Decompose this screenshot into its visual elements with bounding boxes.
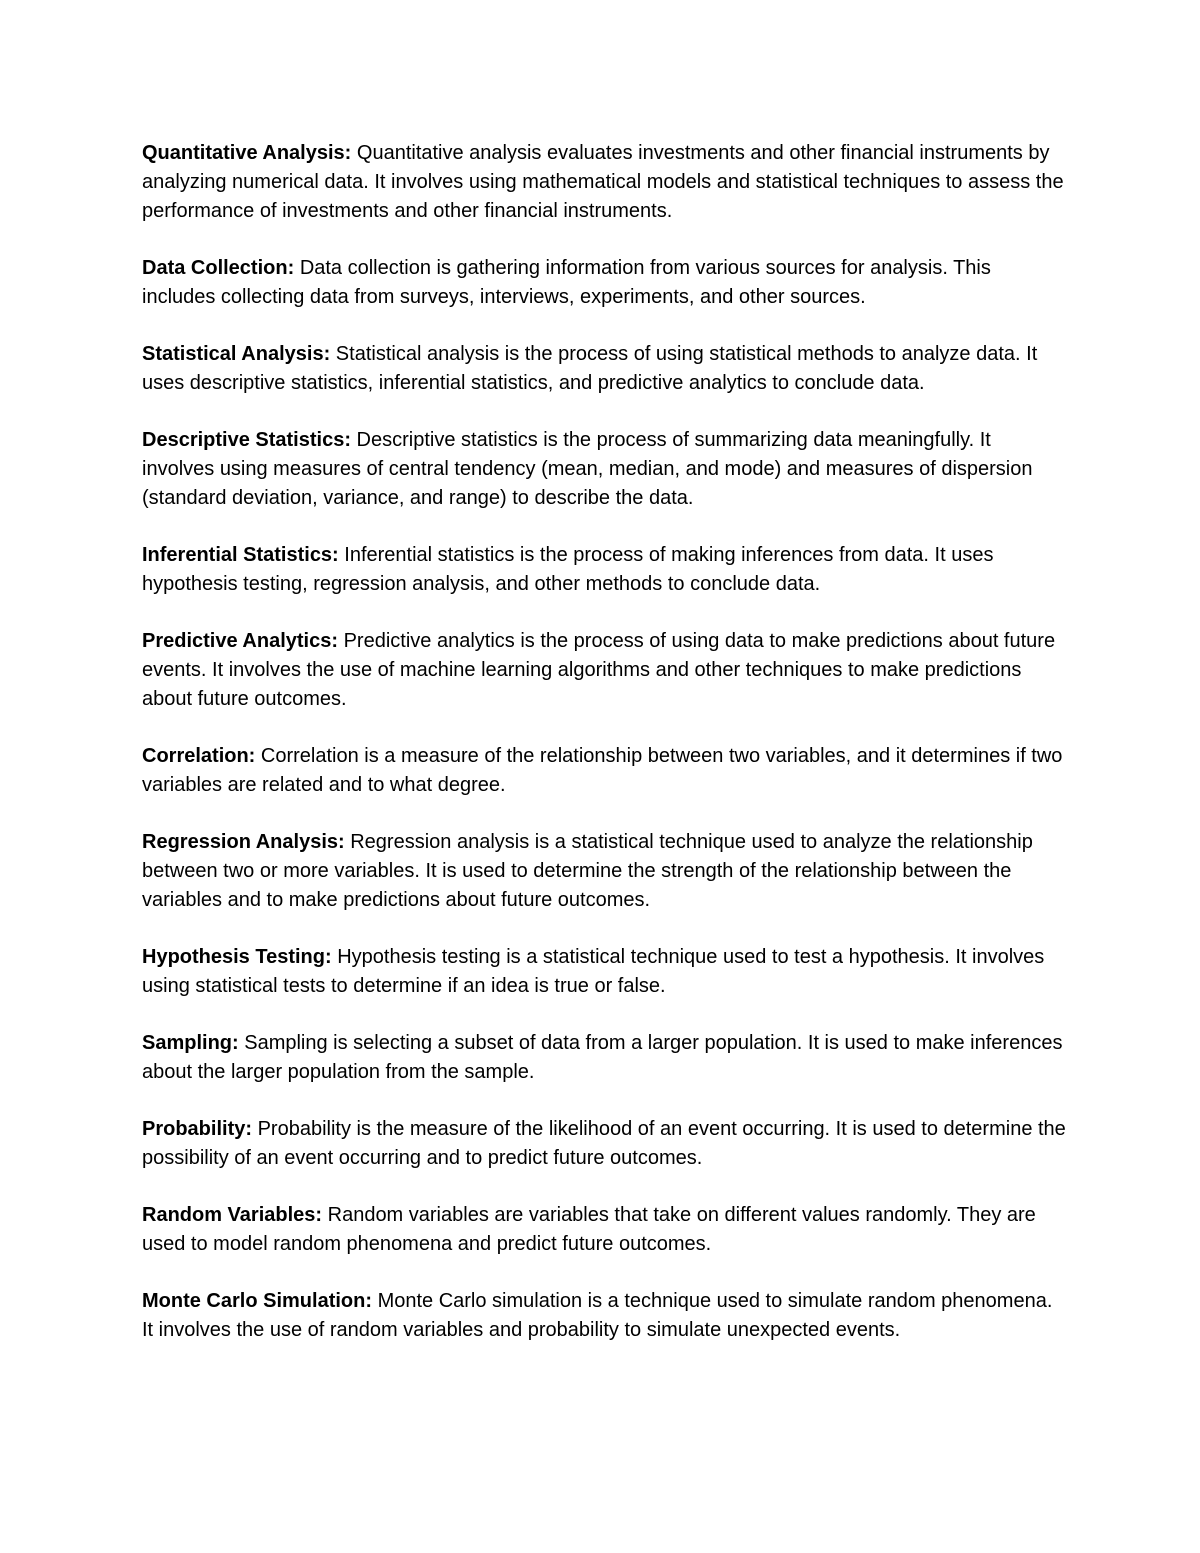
entry-term: Regression Analysis: xyxy=(142,831,345,853)
entry-descriptive-statistics xyxy=(142,426,1067,513)
entry-random-variables xyxy=(142,1201,1067,1259)
entry-definition: Descriptive statistics is the process of summarizing data meaningfully. It involves using measures of central tendency (mean, median, and mode) and measures of dispersion (standard deviation, variance, and range) to describe the data. xyxy=(142,429,1033,509)
entry-data-collection xyxy=(142,254,1067,312)
entry-term: Data Collection: xyxy=(142,257,295,279)
entry-term: Monte Carlo Simulation: xyxy=(142,1290,372,1312)
entry-term: Probability: xyxy=(142,1118,253,1140)
entry-monte-carlo-simulation xyxy=(142,1287,1067,1345)
entry-term: Quantitative Analysis: xyxy=(142,142,352,164)
entry-term: Statistical Analysis: xyxy=(142,343,331,365)
entry-inferential-statistics xyxy=(142,541,1067,599)
entry-definition: Predictive analytics is the process of using data to make predictions about future events. It involves the use of machine learning algorithms and other techniques to make predictions about future outcomes. xyxy=(142,630,1056,710)
entry-sampling xyxy=(142,1029,1067,1087)
entry-predictive-analytics xyxy=(142,627,1067,714)
entry-definition: Correlation is a measure of the relationship between two variables, and it determines if two variables are related and to what degree. xyxy=(142,745,1063,796)
entry-definition: Regression analysis is a statistical technique used to analyze the relationship between two or more variables. It is used to determine the strength of the relationship between the variables and to make predictions about future outcomes. xyxy=(142,831,1033,911)
entry-term: Hypothesis Testing: xyxy=(142,946,332,968)
entry-term: Random Variables: xyxy=(142,1204,323,1226)
entry-definition: Random variables are variables that take on different values randomly. They are used to model random phenomena and predict future outcomes. xyxy=(142,1204,1036,1255)
entry-term: Inferential Statistics: xyxy=(142,544,339,566)
entry-definition: Quantitative analysis evaluates investments and other financial instruments by analyzing numerical data. It involves using mathematical models and statistical techniques to assess the performance of investments and other financial instruments. xyxy=(142,142,1064,222)
entry-term: Predictive Analytics: xyxy=(142,630,339,652)
document-page xyxy=(142,139,1067,1373)
entry-definition: Data collection is gathering information from various sources for analysis. This includes collecting data from surveys, interviews, experiments, and other sources. xyxy=(142,257,991,308)
entry-definition: Monte Carlo simulation is a technique used to simulate random phenomena. It involves the use of random variables and probability to simulate unexpected events. xyxy=(142,1290,1053,1341)
entry-term: Descriptive Statistics: xyxy=(142,429,351,451)
entry-definition: Sampling is selecting a subset of data from a larger population. It is used to make inferences about the larger population from the sample. xyxy=(142,1032,1063,1083)
entry-quantitative-analysis xyxy=(142,139,1067,226)
entry-definition: Probability is the measure of the likelihood of an event occurring. It is used to determine the possibility of an event occurring and to predict future outcomes. xyxy=(142,1118,1066,1169)
entry-definition: Hypothesis testing is a statistical technique used to test a hypothesis. It involves using statistical tests to determine if an idea is true or false. xyxy=(142,946,1045,997)
entry-term: Correlation: xyxy=(142,745,256,767)
entry-regression-analysis xyxy=(142,828,1067,915)
entry-probability xyxy=(142,1115,1067,1173)
entry-statistical-analysis xyxy=(142,340,1067,398)
entry-term: Sampling: xyxy=(142,1032,239,1054)
entry-correlation xyxy=(142,742,1067,800)
entry-definition: Inferential statistics is the process of making inferences from data. It uses hypothesis testing, regression analysis, and other methods to conclude data. xyxy=(142,544,994,595)
entry-definition: Statistical analysis is the process of using statistical methods to analyze data. It uses descriptive statistics, inferential statistics, and predictive analytics to conclude data. xyxy=(142,343,1038,394)
entry-hypothesis-testing xyxy=(142,943,1067,1001)
